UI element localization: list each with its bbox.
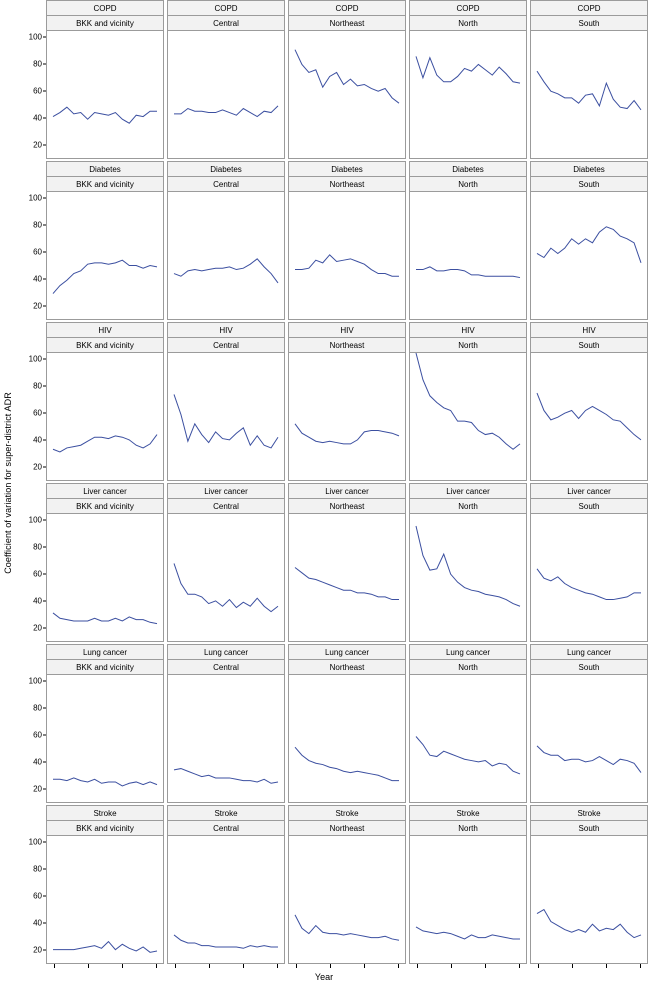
series-line bbox=[416, 353, 520, 449]
panel bbox=[167, 0, 285, 161]
y-tick-label: 20 bbox=[33, 462, 42, 472]
panel-strip-region: South bbox=[530, 659, 648, 674]
panel-plot-area bbox=[46, 352, 164, 481]
series-line bbox=[537, 393, 641, 440]
panel-strip-region: South bbox=[530, 820, 648, 835]
panel bbox=[409, 322, 527, 483]
panel-plot-area bbox=[288, 674, 406, 803]
series-line bbox=[174, 935, 278, 948]
panel bbox=[46, 644, 164, 805]
series-line bbox=[53, 778, 157, 786]
panel bbox=[288, 322, 406, 483]
y-tick-label: 100 bbox=[28, 837, 42, 847]
panel bbox=[409, 161, 527, 322]
x-tick-mark bbox=[572, 964, 573, 968]
panel-grid bbox=[16, 0, 648, 968]
panel-strip-region: Northeast bbox=[288, 337, 406, 352]
series-line bbox=[174, 394, 278, 447]
x-axis-ticks bbox=[167, 964, 285, 968]
panel-row bbox=[16, 322, 648, 483]
panel-strip-region: BKK and vicinity bbox=[46, 820, 164, 835]
y-tick-label: 60 bbox=[33, 247, 42, 257]
panel bbox=[288, 161, 406, 322]
x-axis-ticks bbox=[530, 964, 648, 968]
panel-plot-area bbox=[530, 352, 648, 481]
panel bbox=[167, 161, 285, 322]
panel-plot-area bbox=[530, 30, 648, 159]
x-tick-mark bbox=[243, 964, 244, 968]
y-tick-label: 40 bbox=[33, 274, 42, 284]
panel-strip-disease: COPD bbox=[167, 0, 285, 15]
x-tick-mark bbox=[485, 964, 486, 968]
x-tick-mark bbox=[640, 964, 641, 968]
panel-strip-disease: HIV bbox=[288, 322, 406, 337]
y-axis bbox=[16, 835, 46, 964]
y-tick-label: 60 bbox=[33, 891, 42, 901]
x-axis-ticks bbox=[409, 964, 527, 968]
panel-strip-disease: COPD bbox=[46, 0, 164, 15]
panel-plot-area bbox=[409, 191, 527, 320]
panel-strip-disease: Lung cancer bbox=[46, 644, 164, 659]
x-tick-mark bbox=[330, 964, 331, 968]
panel-plot-area bbox=[530, 191, 648, 320]
panel-strip-disease: Lung cancer bbox=[288, 644, 406, 659]
panel-strip-region: Northeast bbox=[288, 15, 406, 30]
panel bbox=[530, 805, 648, 966]
y-tick-label: 40 bbox=[33, 113, 42, 123]
panel-strip-region: Central bbox=[167, 498, 285, 513]
panel-plot-area bbox=[409, 30, 527, 159]
panel bbox=[530, 161, 648, 322]
panel-strip-region: BKK and vicinity bbox=[46, 337, 164, 352]
series-line bbox=[53, 613, 157, 624]
series-line bbox=[295, 747, 399, 780]
y-tick-label: 80 bbox=[33, 703, 42, 713]
x-tick-mark bbox=[88, 964, 89, 968]
panel bbox=[409, 644, 527, 805]
panel-strip-disease: Stroke bbox=[167, 805, 285, 820]
y-tick-label: 80 bbox=[33, 220, 42, 230]
panel-strip-region: North bbox=[409, 176, 527, 191]
panel-plot-area bbox=[46, 30, 164, 159]
x-axis-ticks bbox=[46, 964, 164, 968]
y-tick-label: 80 bbox=[33, 542, 42, 552]
series-line bbox=[295, 424, 399, 444]
panel-strip-region: BKK and vicinity bbox=[46, 498, 164, 513]
panel-strip-region: North bbox=[409, 498, 527, 513]
panel bbox=[288, 644, 406, 805]
panel-strip-region: Northeast bbox=[288, 176, 406, 191]
panel-strip-region: Northeast bbox=[288, 820, 406, 835]
panel-plot-area bbox=[167, 30, 285, 159]
series-line bbox=[537, 746, 641, 773]
panel bbox=[167, 644, 285, 805]
panel-plot-area bbox=[167, 674, 285, 803]
panel bbox=[288, 805, 406, 966]
y-axis bbox=[16, 191, 46, 320]
series-line bbox=[537, 71, 641, 110]
panel bbox=[167, 805, 285, 966]
panel-strip-disease: Lung cancer bbox=[409, 644, 527, 659]
panel-strip-region: South bbox=[530, 15, 648, 30]
panel-strip-region: North bbox=[409, 15, 527, 30]
panel bbox=[167, 322, 285, 483]
panel-strip-region: South bbox=[530, 337, 648, 352]
x-tick-mark bbox=[209, 964, 210, 968]
panel-row bbox=[16, 0, 648, 161]
x-axis-label: Year bbox=[314, 972, 334, 982]
panel-strip-disease: COPD bbox=[409, 0, 527, 15]
panel-strip-disease: Diabetes bbox=[288, 161, 406, 176]
panel-plot-area bbox=[288, 191, 406, 320]
panel-plot-area bbox=[46, 191, 164, 320]
panel-strip-disease: Diabetes bbox=[530, 161, 648, 176]
panel-plot-area bbox=[530, 674, 648, 803]
series-line bbox=[174, 106, 278, 117]
panel bbox=[409, 483, 527, 644]
panel-plot-area bbox=[167, 191, 285, 320]
x-tick-mark bbox=[538, 964, 539, 968]
panel bbox=[167, 483, 285, 644]
series-line bbox=[416, 526, 520, 606]
panel-plot-area bbox=[46, 674, 164, 803]
x-tick-mark bbox=[122, 964, 123, 968]
series-line bbox=[53, 942, 157, 953]
panel-strip-region: BKK and vicinity bbox=[46, 659, 164, 674]
panel-strip-disease: Liver cancer bbox=[288, 483, 406, 498]
panel bbox=[530, 483, 648, 644]
y-tick-label: 60 bbox=[33, 730, 42, 740]
panel-strip-region: South bbox=[530, 498, 648, 513]
y-axis bbox=[16, 352, 46, 481]
series-line bbox=[416, 267, 520, 278]
panel-plot-area bbox=[288, 835, 406, 964]
panel-strip-region: South bbox=[530, 176, 648, 191]
panel-strip-disease: HIV bbox=[409, 322, 527, 337]
panel-strip-disease: Liver cancer bbox=[530, 483, 648, 498]
panel bbox=[46, 322, 164, 483]
series-line bbox=[537, 569, 641, 600]
series-line bbox=[295, 567, 399, 599]
x-tick-mark bbox=[519, 964, 520, 968]
x-tick-mark bbox=[364, 964, 365, 968]
panel-row bbox=[16, 805, 648, 966]
panel-strip-disease: Diabetes bbox=[409, 161, 527, 176]
series-line bbox=[416, 736, 520, 773]
x-tick-mark bbox=[156, 964, 157, 968]
y-tick-label: 40 bbox=[33, 757, 42, 767]
x-tick-mark bbox=[296, 964, 297, 968]
y-axis bbox=[16, 513, 46, 642]
series-line bbox=[295, 50, 399, 103]
panel-strip-disease: Diabetes bbox=[167, 161, 285, 176]
y-tick-label: 60 bbox=[33, 86, 42, 96]
x-tick-mark bbox=[606, 964, 607, 968]
panel-strip-region: BKK and vicinity bbox=[46, 15, 164, 30]
panel-strip-disease: Stroke bbox=[288, 805, 406, 820]
y-tick-label: 40 bbox=[33, 918, 42, 928]
panel-plot-area bbox=[530, 835, 648, 964]
panel-row bbox=[16, 161, 648, 322]
series-line bbox=[537, 910, 641, 938]
panel-strip-disease: Diabetes bbox=[46, 161, 164, 176]
panel-strip-region: Central bbox=[167, 15, 285, 30]
panel-strip-region: North bbox=[409, 337, 527, 352]
y-axis bbox=[16, 674, 46, 803]
panel-strip-region: Northeast bbox=[288, 659, 406, 674]
y-tick-label: 80 bbox=[33, 381, 42, 391]
panel-strip-disease: Lung cancer bbox=[167, 644, 285, 659]
y-tick-label: 100 bbox=[28, 676, 42, 686]
y-tick-label: 40 bbox=[33, 596, 42, 606]
panel-plot-area bbox=[288, 513, 406, 642]
panel-plot-area bbox=[409, 835, 527, 964]
panel-strip-region: Northeast bbox=[288, 498, 406, 513]
series-line bbox=[295, 915, 399, 940]
series-line bbox=[53, 107, 157, 123]
panel-strip-disease: Liver cancer bbox=[167, 483, 285, 498]
y-tick-label: 100 bbox=[28, 32, 42, 42]
panel-plot-area bbox=[46, 835, 164, 964]
series-line bbox=[416, 56, 520, 83]
y-axis bbox=[16, 30, 46, 159]
panel bbox=[46, 483, 164, 644]
x-axis-ticks bbox=[288, 964, 406, 968]
panel-strip-disease: Stroke bbox=[530, 805, 648, 820]
series-line bbox=[537, 227, 641, 263]
y-tick-label: 80 bbox=[33, 59, 42, 69]
x-tick-mark bbox=[398, 964, 399, 968]
x-tick-mark bbox=[451, 964, 452, 968]
panel-strip-region: BKK and vicinity bbox=[46, 176, 164, 191]
panel-strip-disease: Stroke bbox=[409, 805, 527, 820]
series-line bbox=[53, 260, 157, 293]
panel bbox=[530, 322, 648, 483]
panel-strip-region: Central bbox=[167, 176, 285, 191]
y-tick-label: 60 bbox=[33, 408, 42, 418]
panel-strip-region: Central bbox=[167, 337, 285, 352]
y-tick-label: 20 bbox=[33, 623, 42, 633]
panel-strip-region: North bbox=[409, 659, 527, 674]
panel-plot-area bbox=[288, 352, 406, 481]
y-tick-label: 40 bbox=[33, 435, 42, 445]
panel-row bbox=[16, 644, 648, 805]
panel bbox=[46, 161, 164, 322]
y-axis-label: Coefficient of variation for super-district ADR bbox=[3, 391, 14, 574]
series-line bbox=[53, 435, 157, 452]
panel-row bbox=[16, 483, 648, 644]
panel-strip-region: North bbox=[409, 820, 527, 835]
series-line bbox=[174, 259, 278, 283]
x-tick-mark bbox=[417, 964, 418, 968]
panel-strip-disease: HIV bbox=[46, 322, 164, 337]
panel-plot-area bbox=[530, 513, 648, 642]
panel bbox=[288, 0, 406, 161]
panel bbox=[409, 0, 527, 161]
panel bbox=[46, 0, 164, 161]
panel-strip-disease: Liver cancer bbox=[409, 483, 527, 498]
series-line bbox=[295, 255, 399, 276]
panel bbox=[530, 0, 648, 161]
series-line bbox=[174, 563, 278, 611]
y-tick-label: 20 bbox=[33, 945, 42, 955]
panel-strip-region: Central bbox=[167, 820, 285, 835]
y-tick-label: 20 bbox=[33, 784, 42, 794]
panel-strip-disease: HIV bbox=[167, 322, 285, 337]
panel-strip-disease: Lung cancer bbox=[530, 644, 648, 659]
x-tick-mark bbox=[175, 964, 176, 968]
panel bbox=[288, 483, 406, 644]
y-tick-label: 100 bbox=[28, 193, 42, 203]
x-tick-mark bbox=[277, 964, 278, 968]
panel bbox=[530, 644, 648, 805]
y-tick-label: 100 bbox=[28, 515, 42, 525]
panel-plot-area bbox=[167, 352, 285, 481]
panel-strip-disease: Stroke bbox=[46, 805, 164, 820]
panel-plot-area bbox=[167, 835, 285, 964]
y-tick-label: 20 bbox=[33, 301, 42, 311]
panel bbox=[46, 805, 164, 966]
y-tick-label: 100 bbox=[28, 354, 42, 364]
y-tick-label: 20 bbox=[33, 140, 42, 150]
x-tick-mark bbox=[54, 964, 55, 968]
panel-plot-area bbox=[409, 674, 527, 803]
series-line bbox=[416, 927, 520, 939]
panel-strip-disease: COPD bbox=[288, 0, 406, 15]
panel bbox=[409, 805, 527, 966]
panel-plot-area bbox=[409, 352, 527, 481]
panel-plot-area bbox=[46, 513, 164, 642]
panel-plot-area bbox=[167, 513, 285, 642]
y-tick-label: 60 bbox=[33, 569, 42, 579]
panel-strip-region: Central bbox=[167, 659, 285, 674]
panel-strip-disease: HIV bbox=[530, 322, 648, 337]
series-line bbox=[174, 769, 278, 784]
panel-plot-area bbox=[288, 30, 406, 159]
panel-strip-disease: COPD bbox=[530, 0, 648, 15]
panel-plot-area bbox=[409, 513, 527, 642]
y-tick-label: 80 bbox=[33, 864, 42, 874]
panel-strip-disease: Liver cancer bbox=[46, 483, 164, 498]
